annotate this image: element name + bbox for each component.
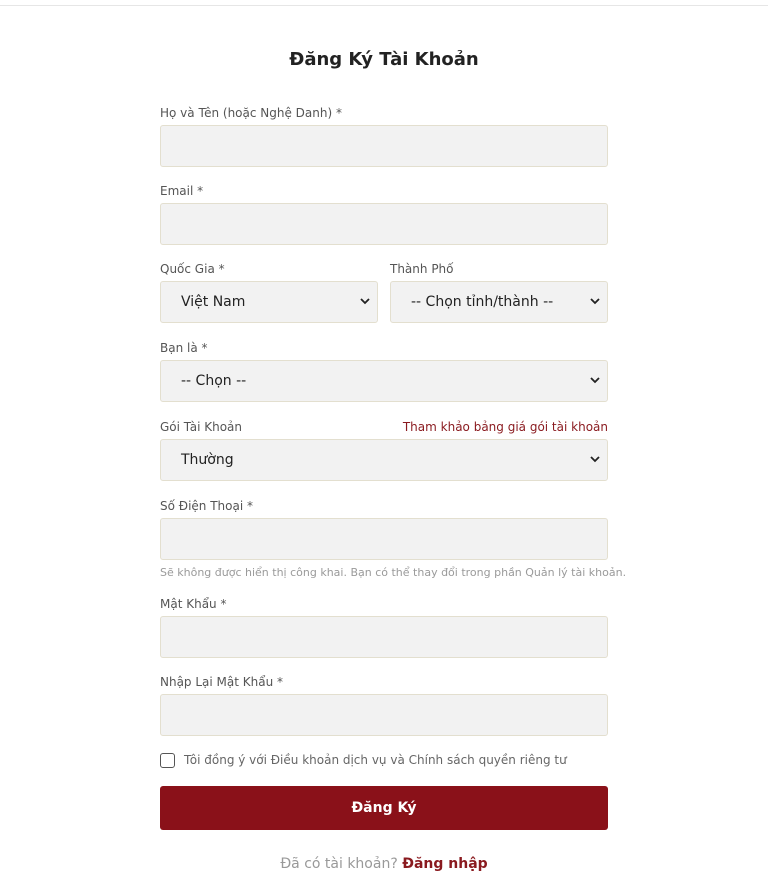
pricing-link[interactable]: Tham khảo bảng giá gói tài khoản: [402, 420, 608, 434]
city-select[interactable]: [390, 281, 608, 323]
phone-label: Số Điện Thoại *: [160, 499, 253, 513]
login-prompt: [160, 856, 608, 872]
plan-select[interactable]: [160, 439, 608, 481]
email-label: Email *: [160, 184, 204, 198]
role-label: Bạn là *: [160, 341, 208, 355]
full-name-label: Họ và Tên (hoặc Nghệ Danh) *: [160, 106, 342, 120]
full-name-input[interactable]: [160, 125, 608, 167]
register-button[interactable]: Đăng Ký: [160, 786, 608, 830]
confirm-password-label: Nhập Lại Mật Khẩu *: [160, 675, 284, 689]
plan-label: Gói Tài Khoản: [160, 420, 242, 434]
country-label: Quốc Gia *: [160, 262, 225, 276]
confirm-password-input[interactable]: [160, 694, 608, 736]
chevron-down-icon: [589, 453, 601, 465]
top-divider: [0, 5, 768, 6]
country-value: Việt Nam: [181, 294, 246, 310]
role-select[interactable]: [160, 360, 608, 402]
country-select[interactable]: [160, 281, 378, 323]
chevron-down-icon: [589, 374, 601, 386]
chevron-down-icon: [589, 295, 601, 307]
city-value: -- Chọn tỉnh/thành --: [411, 294, 554, 310]
phone-input[interactable]: [160, 518, 608, 560]
agree-text: Tôi đồng ý với Điều khoản dịch vụ và Chính sách quyền riêng tư: [184, 753, 567, 767]
password-input[interactable]: [160, 616, 608, 658]
chevron-down-icon: [359, 295, 371, 307]
login-question: Đã có tài khoản?: [280, 856, 398, 872]
phone-hint: Sẽ không được hiển thị công khai. Bạn có thể thay đổi trong phần Quản lý tài khoản.: [160, 566, 627, 579]
login-link[interactable]: Đăng nhập: [402, 856, 488, 872]
role-value: -- Chọn --: [181, 373, 247, 389]
email-input[interactable]: [160, 203, 608, 245]
page-title: Đăng Ký Tài Khoản: [289, 49, 479, 70]
password-label: Mật Khẩu *: [160, 597, 227, 611]
plan-value: Thường: [181, 452, 234, 468]
city-label: Thành Phố: [390, 262, 454, 276]
agree-checkbox[interactable]: [160, 753, 175, 768]
